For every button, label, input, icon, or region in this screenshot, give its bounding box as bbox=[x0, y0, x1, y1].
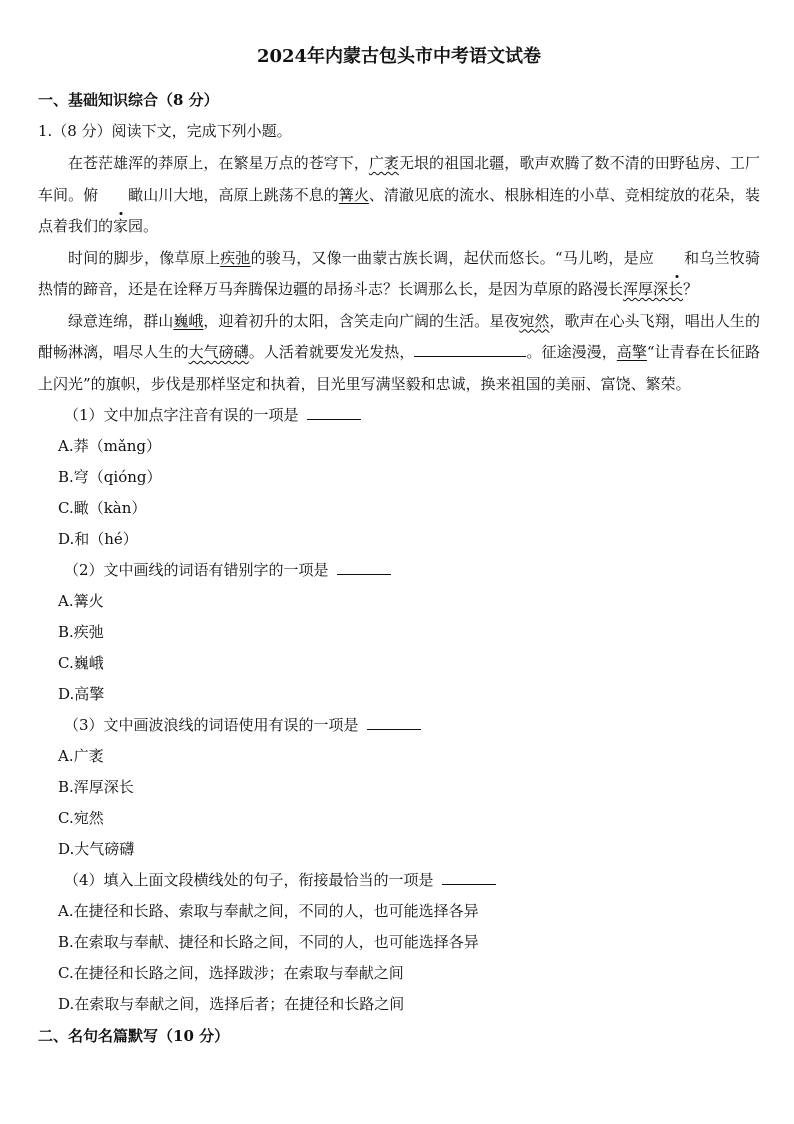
text-run: 、清澈见底的流水、根脉相连的小草、竞相绽放的花朵，装点着我们的家园。 bbox=[38, 185, 760, 235]
sub-question-1 bbox=[38, 400, 760, 555]
text-run: 山川大地，高原上跳荡不息的 bbox=[143, 185, 339, 204]
text-run: 。人活着就要发光发热， bbox=[248, 343, 415, 361]
option[interactable]: D.大气磅礴 bbox=[58, 840, 135, 858]
text-run: 的骏马，又像一曲蒙古族长调，起伏而悠长。“马儿哟，是应 bbox=[250, 248, 655, 267]
question-stem: （3）文中画波浪线的词语使用有误的一项是 bbox=[64, 716, 359, 734]
option[interactable]: B.疾弛 bbox=[58, 623, 104, 641]
question-stem: （2）文中画线的词语有错别字的一项是 bbox=[64, 561, 329, 579]
option[interactable]: D.高擎 bbox=[58, 685, 105, 703]
text-run: ？ bbox=[683, 280, 699, 298]
question-intro: 1.（8 分）阅读下文，完成下列小题。 bbox=[38, 122, 292, 140]
answer-blank[interactable] bbox=[367, 715, 421, 730]
option[interactable]: A.篝火 bbox=[58, 592, 104, 610]
passage-paragraph-2 bbox=[38, 243, 760, 306]
text-run: 无垠的祖国北疆，歌声欢腾了数不清的田野毡房、工厂车间。俯 bbox=[38, 154, 760, 204]
option[interactable]: A.莽（mǎng） bbox=[58, 437, 162, 455]
option[interactable]: D.在索取与奉献之间，选择后者；在捷径和长路之间 bbox=[58, 995, 405, 1013]
option[interactable]: D.和（hé） bbox=[58, 530, 138, 548]
sub-question-2 bbox=[38, 555, 760, 710]
wavy-underlined-word: 大气磅礴 bbox=[188, 343, 249, 361]
option[interactable]: A.广袤 bbox=[58, 747, 104, 765]
text-run: 乌兰牧骑热情的蹄音，还是在诠释万马奔腾保边疆的昂扬斗志？长调那么长，是因为草原的路漫长 bbox=[38, 248, 760, 298]
text-run: ，迎着初升的太阳，含笑走向广阔的生活。星夜 bbox=[203, 311, 520, 330]
text-run: 绿意连绵，群山 bbox=[68, 311, 174, 330]
wavy-underlined-word: 宛然 bbox=[519, 311, 550, 330]
underlined-word: 巍峨 bbox=[173, 311, 204, 330]
option[interactable]: C.宛然 bbox=[58, 809, 104, 827]
option[interactable]: C.瞰（kàn） bbox=[58, 499, 147, 517]
dotted-char: 瞰 bbox=[98, 180, 143, 212]
text-run: 。征途漫漫， bbox=[526, 343, 617, 361]
question-stem: （1）文中加点字注音有误的一项是 bbox=[64, 406, 299, 424]
passage-paragraph-1 bbox=[38, 148, 760, 243]
option[interactable]: C.在捷径和长路之间，选择跋涉；在索取与奉献之间 bbox=[58, 964, 404, 982]
text-run: “让青春在长征路上闪光”的旗帜，步伐是那样坚定和执着，目光里写满坚毅和忠诚，换来祖国的美丽、富饶、繁荣。 bbox=[38, 343, 760, 393]
underlined-word: 高擎 bbox=[616, 343, 647, 361]
underlined-word: 篝火 bbox=[338, 185, 369, 204]
option[interactable]: B.浑厚深长 bbox=[58, 778, 134, 796]
answer-blank[interactable] bbox=[442, 870, 496, 885]
passage-paragraph-3 bbox=[38, 306, 760, 401]
page-title: 2024年内蒙古包头市中考语文试卷 bbox=[256, 46, 542, 67]
exam-page bbox=[38, 44, 760, 1054]
section-heading-1: 一、基础知识综合（8 分） bbox=[38, 91, 219, 109]
text-run: 时间的脚步，像草原上 bbox=[68, 248, 221, 267]
section-heading-2: 二、名句名篇默写（10 分） bbox=[38, 1027, 230, 1045]
option[interactable]: B.穹（qióng） bbox=[58, 468, 162, 486]
text-run: 在苍茫雄浑的莽原上，在繁星万点的苍穹下， bbox=[68, 154, 369, 172]
sub-question-4 bbox=[38, 865, 760, 1020]
answer-blank[interactable] bbox=[307, 405, 361, 420]
text-run: ，歌声在心头飞翔，唱出人生的酣畅淋漓，唱尽人生的 bbox=[38, 311, 760, 361]
fill-in-blank[interactable] bbox=[414, 340, 526, 357]
wavy-underlined-word: 浑厚深长 bbox=[623, 280, 684, 298]
dotted-char: 和 bbox=[654, 243, 699, 275]
sub-question-3 bbox=[38, 710, 760, 865]
option[interactable]: C.巍峨 bbox=[58, 654, 104, 672]
answer-blank[interactable] bbox=[337, 560, 391, 575]
wavy-underlined-word: 广袤 bbox=[368, 154, 399, 172]
option[interactable]: B.在索取与奉献、捷径和长路之间，不同的人，也可能选择各异 bbox=[58, 933, 479, 951]
underlined-word: 疾弛 bbox=[220, 248, 251, 267]
question-stem: （4）填入上面文段横线处的句子，衔接最恰当的一项是 bbox=[64, 871, 434, 889]
option[interactable]: A.在捷径和长路、索取与奉献之间，不同的人，也可能选择各异 bbox=[58, 902, 479, 920]
